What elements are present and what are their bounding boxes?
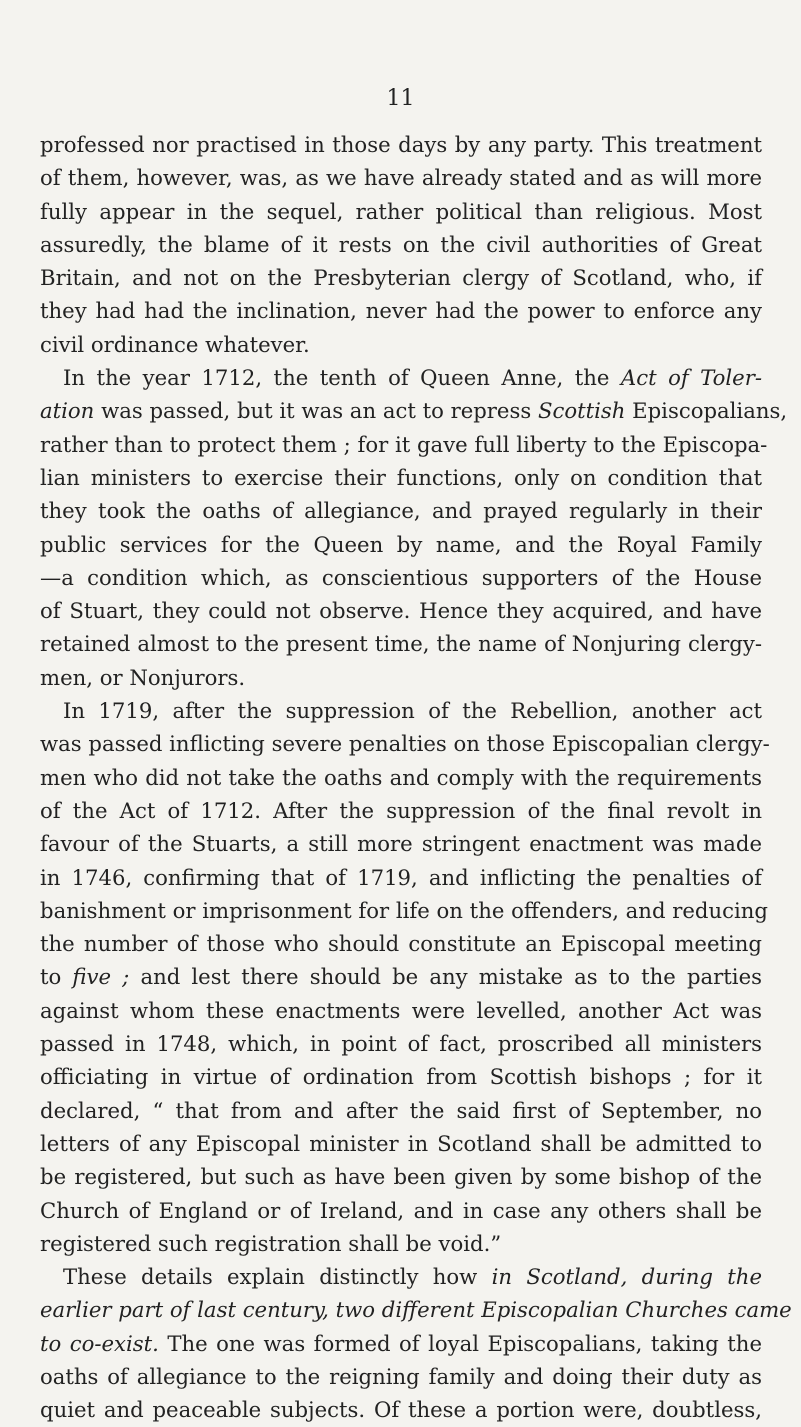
text-line: to five ; and lest there should be any mistake as to the parties [40,964,762,990]
italic-span: Scottish [537,398,626,424]
text-line: assuredly, the blame of it rests on the civil authorities of Great [40,231,762,257]
text-line: they took the oaths of allegiance, and prayed regularly in their [40,498,762,524]
italic-span: ation [40,398,95,424]
text-line: public services for the Queen by name, and the Royal Family [40,531,762,557]
text-line: registered such registration shall be void.” [40,1230,502,1256]
text-line: In 1719, after the suppression of the Rebellion, another act [63,698,762,724]
italic-span: Act of Toler- [620,365,762,391]
text-line: passed in 1748, which, in point of fact, proscribed all ministers [40,1031,762,1057]
text-line: fully appear in the sequel, rather political than religious. Most [40,198,762,224]
text-line: men who did not take the oaths and comply with the requirements [40,764,762,790]
text-line: lian ministers to exercise their functions, only on condition that [40,464,762,490]
text-line: to co-exist. The one was formed of loyal Episcopalians, taking the [40,1330,762,1356]
text-line: rather than to protect them ; for it gave full liberty to the Episcopa- [40,431,768,457]
body-text [40,128,792,1427]
text-line: the number of those who should constitute an Episcopal meeting [40,931,762,957]
text-line: favour of the Stuarts, a still more stringent enactment was made [40,831,762,857]
text-line: In the year 1712, the tenth of Queen Anne, the Act of Toler- [63,365,762,391]
text-line: of Stuart, they could not observe. Hence they acquired, and have [40,598,762,624]
text-line: civil ordinance whatever. [40,331,310,357]
text-line: in 1746, confirming that of 1719, and inflicting the penalties of [40,864,762,890]
page-number: 11 [386,86,415,111]
text-line: professed nor practised in those days by any party. This treatment [40,132,762,157]
text-line: they had had the inclination, never had the power to enforce any [40,298,762,324]
text-line: men, or Nonjurors. [40,664,246,690]
text-line: against whom these enactments were levelled, another Act was [40,997,762,1023]
italic-span: earlier part of last century, two different Episcopalian Churches came [40,1297,792,1323]
text-line: of them, however, was, as we have already stated and as will more [40,165,762,191]
italic-span: in Scotland, during the [491,1264,762,1290]
text-line: ation was passed, but it was an act to repress Scottish Episcopalians, [40,398,788,424]
text-line: These details explain distinctly how in Scotland, during the [63,1264,762,1290]
text-line: Britain, and not on the Presbyterian clergy of Scotland, who, if [40,265,762,291]
text-line: banishment or imprisonment for life on the offenders, and reducing [40,897,768,923]
text-line: —a condition which, as conscientious supporters of the House [40,564,762,590]
text-line: letters of any Episcopal minister in Scotland shall be admitted to [40,1130,762,1156]
italic-span: five ; [72,964,130,990]
text-line [40,1293,792,1326]
text-line: quiet and peaceable subjects. Of these a portion were, doubtless, [40,1397,762,1423]
text-line: be registered, but such as have been given by some bishop of the [40,1164,762,1190]
italic-span: to co-exist. [40,1330,159,1356]
text-line: Church of England or of Ireland, and in case any others shall be [40,1197,762,1223]
text-line: retained almost to the present time, the name of Nonjuring clergy- [40,631,762,657]
text-line: was passed inflicting severe penalties on those Episcopalian clergy- [40,731,770,757]
text-line: declared, “ that from and after the said first of September, no [40,1097,762,1123]
text-line: of the Act of 1712. After the suppression of the final revolt in [40,797,762,823]
text-line: officiating in virtue of ordination from Scottish bishops ; for it [40,1064,762,1090]
text-line: oaths of allegiance to the reigning family and doing their duty as [40,1363,762,1389]
